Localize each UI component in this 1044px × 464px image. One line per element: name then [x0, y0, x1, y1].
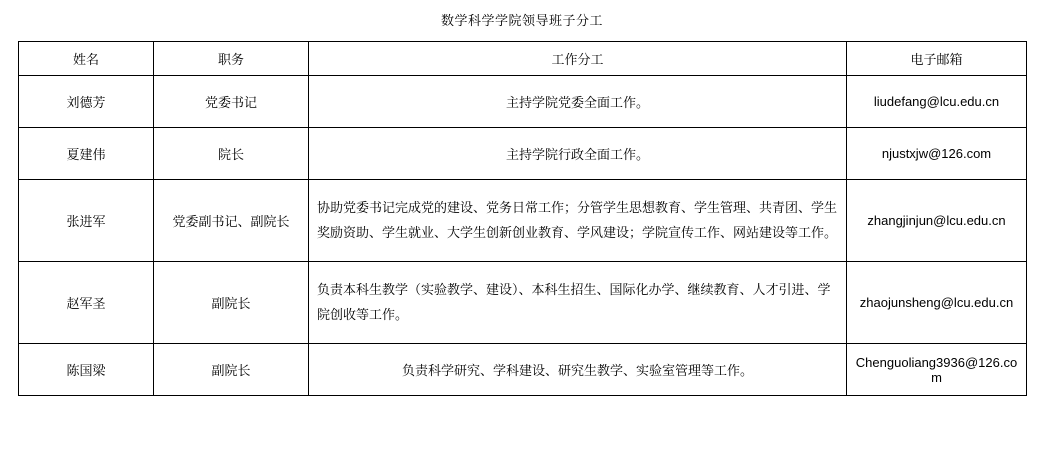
column-header-name: 姓名: [19, 42, 154, 76]
cell-name: 刘德芳: [19, 76, 154, 128]
cell-position: 副院长: [154, 262, 309, 344]
cell-position: 副院长: [154, 344, 309, 396]
cell-position: 党委书记: [154, 76, 309, 128]
cell-duty: 负责科学研究、学科建设、研究生教学、实验室管理等工作。: [309, 344, 847, 396]
column-header-duty: 工作分工: [309, 42, 847, 76]
cell-email: liudefang@lcu.edu.cn: [847, 76, 1027, 128]
cell-duty: 负责本科生教学（实验教学、建设）、本科生招生、国际化办学、继续教育、人才引进、学院创收等工作。: [309, 262, 847, 344]
cell-duty: 协助党委书记完成党的建设、党务日常工作；分管学生思想教育、学生管理、共青团、学生奖励资助、学生就业、大学生创新创业教育、学风建设；学院宣传工作、网站建设等工作。: [309, 180, 847, 262]
cell-email: Chenguoliang3936@126.com: [847, 344, 1027, 396]
cell-name: 赵军圣: [19, 262, 154, 344]
cell-duty: 主持学院党委全面工作。: [309, 76, 847, 128]
cell-name: 陈国梁: [19, 344, 154, 396]
cell-email: zhaojunsheng@lcu.edu.cn: [847, 262, 1027, 344]
table-row: [19, 262, 1027, 344]
cell-position: 党委副书记、副院长: [154, 180, 309, 262]
cell-duty: 主持学院行政全面工作。: [309, 128, 847, 180]
column-header-position: 职务: [154, 42, 309, 76]
page-title: 数学科学学院领导班子分工: [440, 13, 603, 28]
table-header-row: [19, 42, 1027, 76]
cell-email: zhangjinjun@lcu.edu.cn: [847, 180, 1027, 262]
cell-name: 夏建伟: [19, 128, 154, 180]
table-row: [19, 76, 1027, 128]
leadership-duties-table: [18, 41, 1027, 396]
cell-position: 院长: [154, 128, 309, 180]
table-row: [19, 344, 1027, 396]
table-row: [19, 180, 1027, 262]
cell-email: njustxjw@126.com: [847, 128, 1027, 180]
column-header-email: 电子邮箱: [847, 42, 1027, 76]
cell-name: 张进军: [19, 180, 154, 262]
table-container: [0, 41, 1044, 396]
table-row: [19, 128, 1027, 180]
